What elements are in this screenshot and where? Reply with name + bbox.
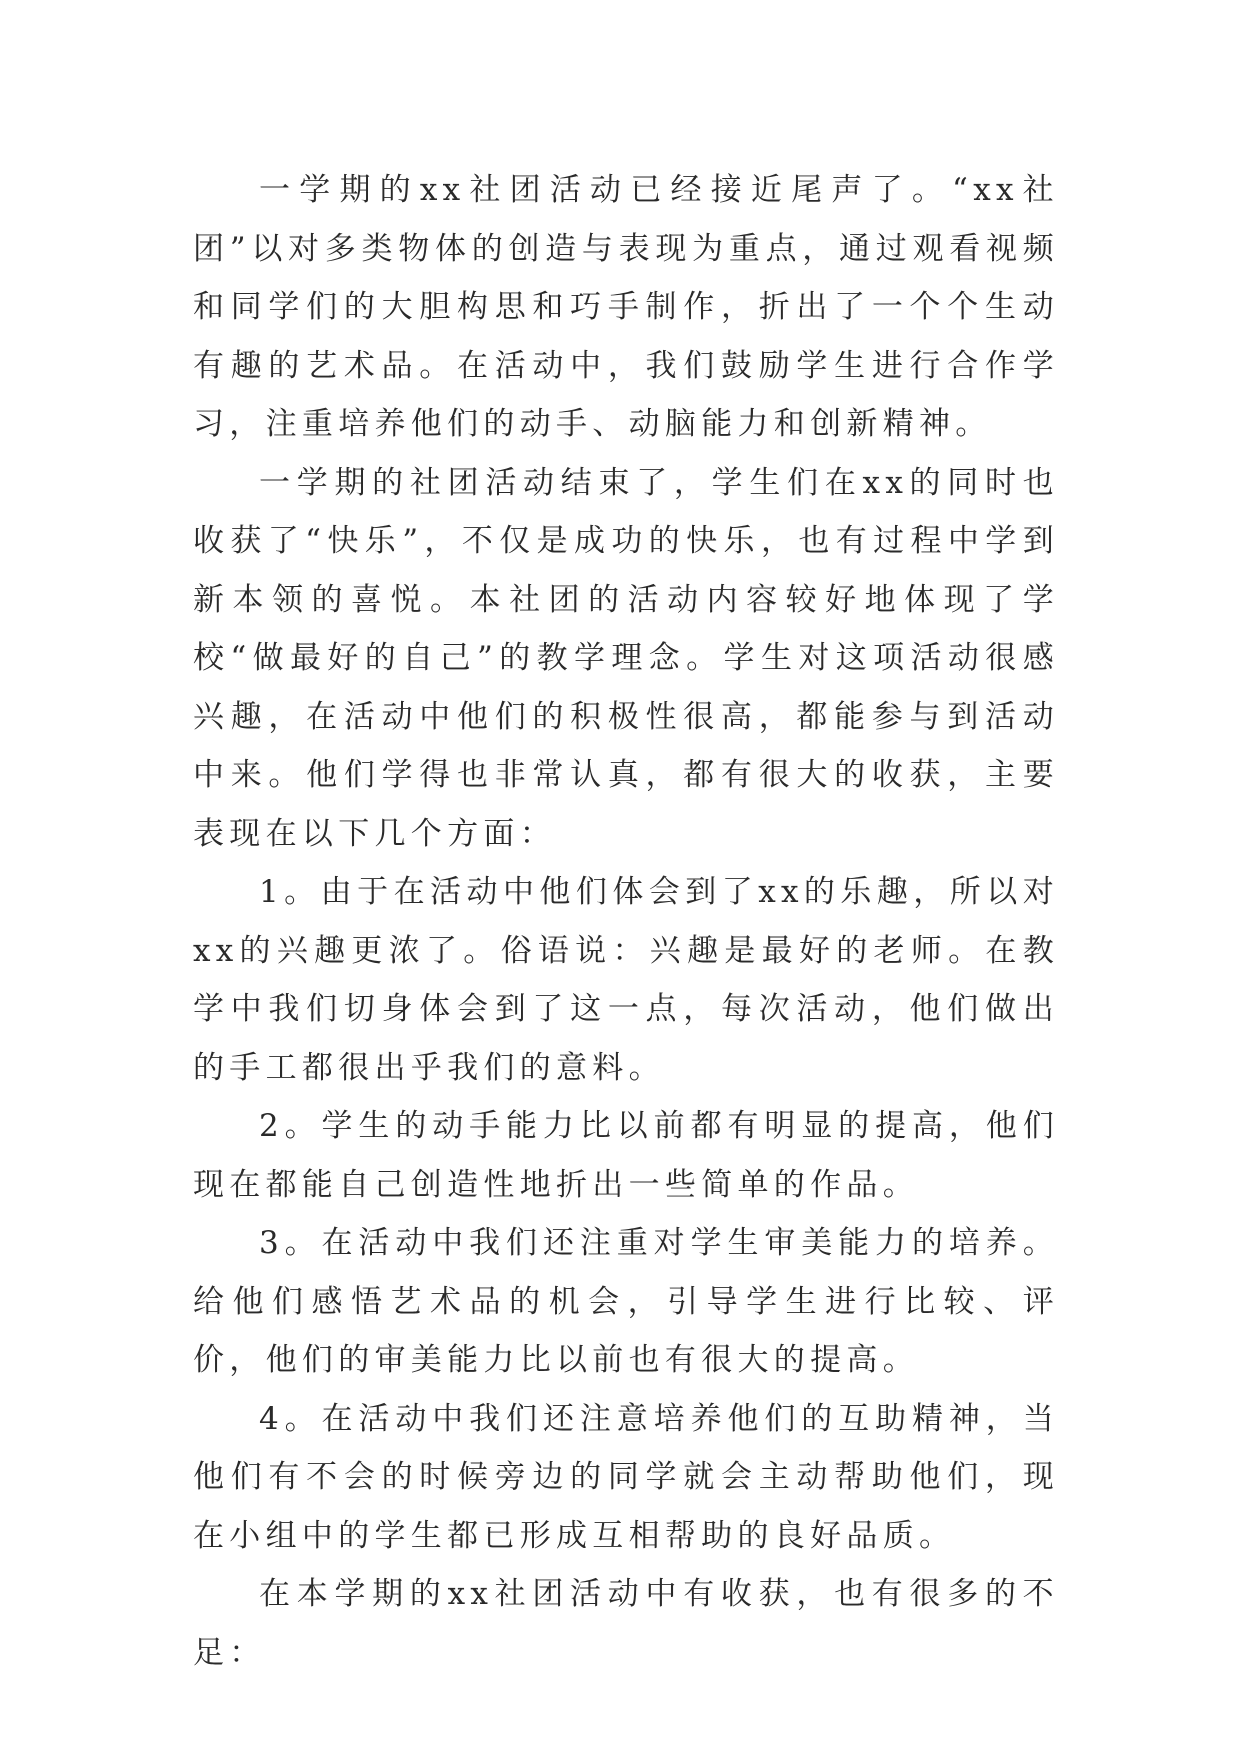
paragraph-1: 一学期的xx社团活动已经接近尾声了。“xx社团”以对多类物体的创造与表现为重点，通过观看视频和同学们的大胆构思和巧手制作，折出了一个个生动有趣的艺术品。在活动中，我们鼓励学生进行合作学习，注重培养他们的动手、动脑能力和创新精神。 (193, 172, 1059, 442)
paragraph-3: 1。由于在活动中他们体会到了xx的乐趣，所以对xx的兴趣更浓了。俗语说：兴趣是最好的老师。在教学中我们切身体会到了这一点，每次活动，他们做出的手工都很出乎我们的意料。 (193, 874, 1059, 1086)
paragraph-6: 4。在活动中我们还注意培养他们的互助精神，当他们有不会的时候旁边的同学就会主动帮助他们，现在小组中的学生都已形成互相帮助的良好品质。 (193, 1400, 1059, 1554)
paragraph-2: 一学期的社团活动结束了，学生们在xx的同时也收获了“快乐”，不仅是成功的快乐，也有过程中学到新本领的喜悦。本社团的活动内容较好地体现了学校“做最好的自己”的教学理念。学生对这项活动很感兴趣，在活动中他们的积极性很高，都能参与到活动中来。他们学得也非常认真，都有很大的收获，主要表现在以下几个方面： (193, 464, 1059, 852)
paragraph-5: 3。在活动中我们还注重对学生审美能力的培养。给他们感悟艺术品的机会，引导学生进行比较、评价，他们的审美能力比以前也有很大的提高。 (193, 1225, 1059, 1378)
paragraph-4: 2。学生的动手能力比以前都有明显的提高，他们现在都能自己创造性地折出一些简单的作品。 (193, 1108, 1059, 1203)
paragraph-7: 在本学期的xx社团活动中有收获，也有很多的不足： (193, 1576, 1059, 1671)
document-body (193, 161, 1059, 1682)
